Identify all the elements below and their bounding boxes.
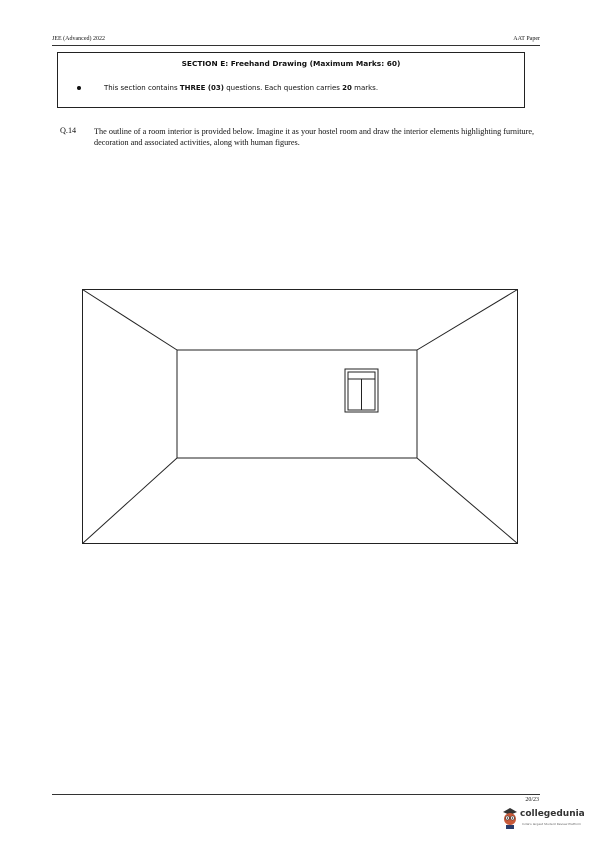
ceiling-right-edge — [417, 290, 518, 351]
outer-frame — [83, 290, 518, 544]
question-text: The outline of a room interior is provided below. Imagine it as your hostel room and draw the interior elements highlighting furniture, decoration and associated activities, along with human figures. — [94, 127, 534, 147]
footer-rule — [52, 794, 540, 795]
header-right: AAT Paper — [513, 36, 540, 42]
question-number: Q.14 — [60, 126, 77, 135]
header-rule — [52, 45, 540, 46]
header-left: JEE (Advanced) 2022 — [52, 36, 105, 42]
logo-tagline: India's largest Student Review Platform — [522, 822, 582, 826]
floor-left-edge — [83, 458, 178, 544]
room-outline-drawing — [82, 289, 518, 544]
window — [345, 369, 378, 412]
logo-wordmark: collegedunia — [520, 809, 585, 819]
page-number: 20/23 — [525, 797, 539, 803]
back-wall — [177, 350, 417, 458]
bullet-icon — [77, 86, 81, 90]
mascot-icon — [500, 806, 520, 830]
section-box — [57, 52, 525, 108]
section-instruction: This section contains THREE (03) questions. Each question carries 20 marks. — [104, 84, 379, 92]
ceiling-left-edge — [83, 290, 178, 351]
floor-right-edge — [417, 458, 518, 544]
section-title: SECTION E: Freehand Drawing (Maximum Marks: 60) — [181, 59, 401, 68]
collegedunia-logo — [500, 806, 590, 834]
